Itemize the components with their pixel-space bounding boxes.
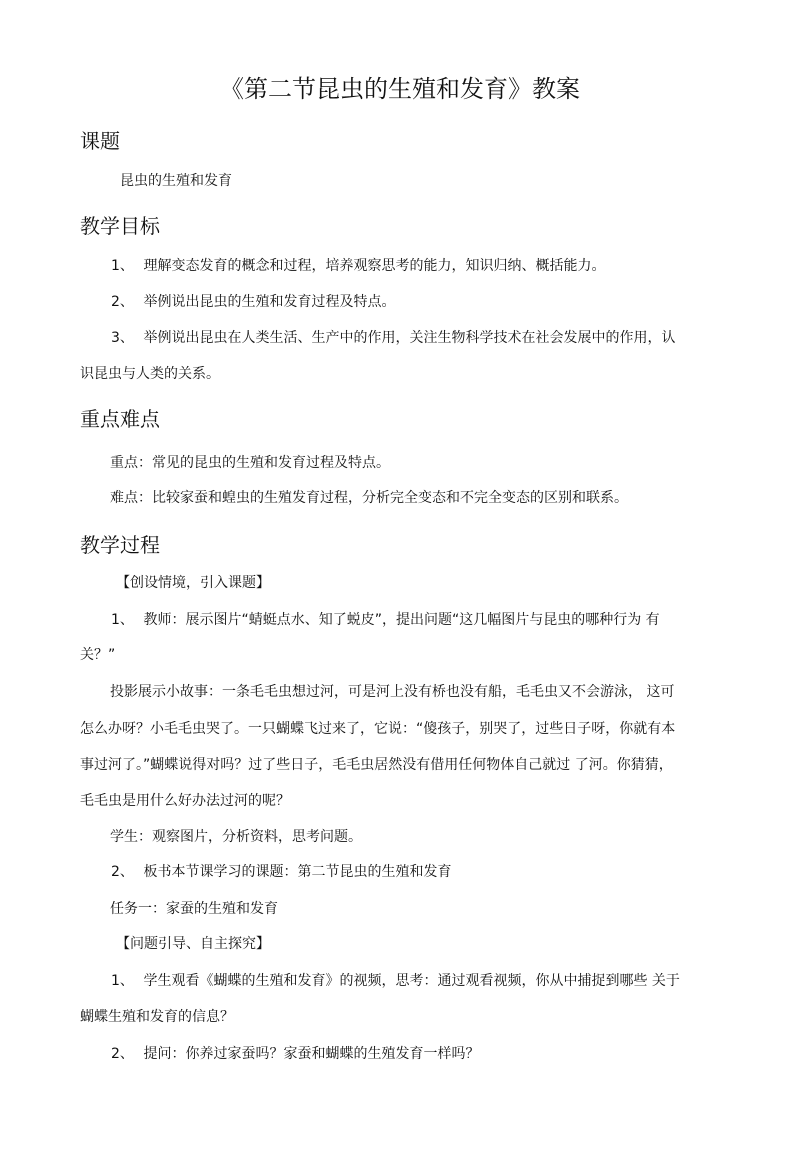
process-item-2 <box>111 862 451 882</box>
heading-goals: 教学目标 <box>80 214 160 238</box>
process-item-4-text: 提问：你养过家蚕吗？家蚕和蝴蝶的生殖发育一样吗？ <box>143 1046 480 1062</box>
goal-item-3 <box>111 328 675 348</box>
goal-item-2-number: 2、 <box>111 294 134 310</box>
goal-item-1-number: 1、 <box>111 258 134 274</box>
story-line-3: 事过河了。”蝴蝶说得对吗？过了些日子，毛毛虫居然没有借用任何物体自己就过 了河。你猜猜， <box>80 757 673 773</box>
process-item-2-number: 2、 <box>111 864 134 880</box>
topic-text: 昆虫的生殖和发育 <box>120 173 232 189</box>
process-item-3 <box>111 971 680 991</box>
section-label-inquiry: 【问题引导、自主探究】 <box>116 936 270 952</box>
process-item-1-line1: 教师：展示图片“蜻蜓点水、知了蜕皮”，提出问题“这几幅图片与昆虫的哪种行为 有 <box>143 612 660 628</box>
difficulty-text: 难点：比较家蚕和蝗虫的生殖发育过程，分析完全变态和不完全变态的区别和联系。 <box>110 490 628 506</box>
goal-item-1 <box>111 256 605 276</box>
process-item-1 <box>111 610 660 630</box>
process-item-2-text: 板书本节课学习的课题：第二节昆虫的生殖和发育 <box>143 864 452 880</box>
heading-topic: 课题 <box>80 129 120 153</box>
goal-item-3-text-line2: 识昆虫与人类的关系。 <box>80 366 220 382</box>
goal-item-3-text-line1: 举例说出昆虫在人类生活、生产中的作用，关注生物科学技术在社会发展中的作用，认 <box>143 330 676 346</box>
goal-item-1-text: 理解变态发育的概念和过程，培养观察思考的能力，知识归纳、概括能力。 <box>143 258 606 274</box>
section-label-intro: 【创设情境，引入课题】 <box>116 575 270 591</box>
focus-text: 重点：常见的昆虫的生殖和发育过程及特点。 <box>110 455 390 471</box>
document-title: 《第二节昆虫的生殖和发育》教案 <box>220 75 580 103</box>
goal-item-2 <box>111 292 395 312</box>
process-item-4-number: 2、 <box>111 1046 134 1062</box>
student-activity: 学生：观察图片，分析资料，思考问题。 <box>110 829 362 845</box>
process-item-3-number: 1、 <box>111 973 134 989</box>
story-line-2: 怎么办呀？小毛毛虫哭了。一只蝴蝶飞过来了，它说：“傻孩子，别哭了，过些日子呀，你就有本 <box>80 721 676 737</box>
heading-process: 教学过程 <box>80 533 160 557</box>
process-item-3-line1: 学生观看《蝴蝶的生殖和发育》的视频，思考：通过观看视频，你从中捕捉到哪些 关于 <box>143 973 680 989</box>
process-item-1-number: 1、 <box>111 612 134 628</box>
task-one: 任务一：家蚕的生殖和发育 <box>110 901 278 917</box>
goal-item-3-number: 3、 <box>111 330 134 346</box>
story-line-4: 毛毛虫是用什么好办法过河的呢？ <box>80 793 290 809</box>
process-item-3-line2: 蝴蝶生殖和发育的信息？ <box>80 1009 234 1025</box>
story-line-1: 投影展示小故事：一条毛毛虫想过河，可是河上没有桥也没有船，毛毛虫又不会游泳， 这可 <box>110 684 675 700</box>
process-item-1-line2: 关？” <box>80 647 116 663</box>
heading-key-points: 重点难点 <box>80 407 160 431</box>
process-item-4 <box>111 1044 479 1064</box>
goal-item-2-text: 举例说出昆虫的生殖和发育过程及特点。 <box>143 294 396 310</box>
